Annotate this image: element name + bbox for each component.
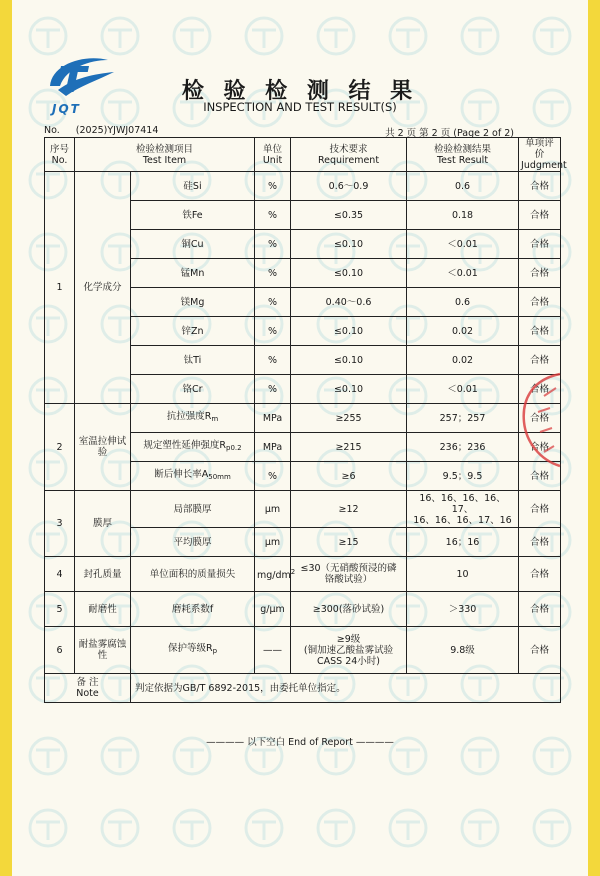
group-no: 3 (45, 491, 75, 557)
col-seq: 序号 No. (45, 138, 75, 172)
result-cell: 0.18 (407, 201, 519, 230)
group-name: 室温拉伸试验 (75, 404, 131, 491)
group-no: 5 (45, 592, 75, 627)
req-cell: ≥300(落砂试验) (291, 592, 407, 627)
unit-cell: μm (255, 528, 291, 557)
result-cell: 0.6 (407, 172, 519, 201)
req-cell: ≤30（无硝酸预浸的磷 铬酸试验） (291, 557, 407, 592)
result-cell: 9.8级 (407, 627, 519, 674)
note-label: 备 注 Note (45, 674, 131, 703)
result-cell: 10 (407, 557, 519, 592)
end-of-report: ———— 以下空白 End of Report ———— (206, 737, 394, 748)
result-cell: 16、16、16、16、17、 16、16、16、17、16 (407, 491, 519, 528)
req-cell: ≤0.10 (291, 317, 407, 346)
unit-cell: % (255, 201, 291, 230)
req-cell: ≤0.10 (291, 230, 407, 259)
col-unit: 单位 Unit (255, 138, 291, 172)
result-cell: 16；16 (407, 528, 519, 557)
unit-cell: MPa (255, 404, 291, 433)
judge-cell: 合格 (519, 288, 561, 317)
col-requirement: 技术要求 Requirement (291, 138, 407, 172)
group-name: 膜厚 (75, 491, 131, 557)
judge-cell: 合格 (519, 375, 561, 404)
red-seal-stamp-icon (516, 372, 564, 468)
item-cell: 平均膜厚 (131, 528, 255, 557)
group-name: 化学成分 (75, 172, 131, 404)
req-cell: ≥12 (291, 491, 407, 528)
req-cell: ≤0.10 (291, 259, 407, 288)
req-cell: ≥15 (291, 528, 407, 557)
result-cell: 257；257 (407, 404, 519, 433)
table-row (45, 557, 561, 592)
judge-cell: 合格 (519, 230, 561, 259)
unit-cell: % (255, 172, 291, 201)
report-no-value: (2025)YJWJ07414 (75, 125, 159, 136)
item-cell: 镁Mg (131, 288, 255, 317)
item-cell: 铁Fe (131, 201, 255, 230)
note-row (45, 674, 561, 703)
unit-cell: % (255, 288, 291, 317)
report-number (44, 125, 158, 136)
unit-cell: % (255, 346, 291, 375)
unit-cell: MPa (255, 433, 291, 462)
result-cell: 0.02 (407, 346, 519, 375)
table-header-row (45, 138, 561, 172)
judge-cell: 合格 (519, 528, 561, 557)
item-cell: 锰Mn (131, 259, 255, 288)
judge-cell: 合格 (519, 259, 561, 288)
item-cell: 断后伸长率$A_{50mm}$ (131, 462, 255, 491)
item-cell: 单位面积的质量损失 (131, 557, 255, 592)
unit-cell: g/μm (255, 592, 291, 627)
result-cell: 9.5；9.5 (407, 462, 519, 491)
judge-cell: 合格 (519, 627, 561, 674)
result-cell: ＞330 (407, 592, 519, 627)
unit-cell: % (255, 317, 291, 346)
group-name: 耐磨性 (75, 592, 131, 627)
col-result: 检验检测结果 Test Result (407, 138, 519, 172)
report-no-label: No. (44, 125, 60, 136)
result-cell: 236；236 (407, 433, 519, 462)
item-cell: 硅Si (131, 172, 255, 201)
unit-cell: % (255, 375, 291, 404)
item-cell: 抗拉强度$R_m$ (131, 404, 255, 433)
table-row (45, 172, 561, 201)
title-en: INSPECTION AND TEST RESULT(S) (203, 100, 397, 114)
judge-cell: 合格 (519, 592, 561, 627)
item-cell: 保护等级$R_p$ (131, 627, 255, 674)
col-judgment: 单项评价 Judgment (519, 138, 561, 172)
item-cell: 铜Cu (131, 230, 255, 259)
item-cell: 钛Ti (131, 346, 255, 375)
result-cell: ＜0.01 (407, 259, 519, 288)
unit-cell: % (255, 259, 291, 288)
table-row (45, 404, 561, 433)
item-cell: 规定塑性延伸强度$R_{p0.2}$ (131, 433, 255, 462)
req-cell: 0.6～0.9 (291, 172, 407, 201)
col-item: 检验检测项目 Test Item (75, 138, 255, 172)
unit-cell: μm (255, 491, 291, 528)
title-cn: 检 验 检 测 结 果 (181, 78, 419, 104)
item-cell: 铬Cr (131, 375, 255, 404)
unit-cell: —— (255, 627, 291, 674)
unit-cell: $mg/dm^2$ (255, 557, 291, 592)
unit-cell: % (255, 462, 291, 491)
group-no: 4 (45, 557, 75, 592)
judge-cell: 合格 (519, 433, 561, 462)
logo-text: JQT (52, 102, 81, 116)
group-no: 1 (45, 172, 75, 404)
judge-cell: 合格 (519, 491, 561, 528)
note-text: 判定依据为GB/T 6892-2015，由委托单位指定。 (131, 674, 561, 703)
table-row (45, 491, 561, 528)
judge-cell: 合格 (519, 462, 561, 491)
judge-cell: 合格 (519, 557, 561, 592)
result-cell: 0.02 (407, 317, 519, 346)
req-cell: ≥6 (291, 462, 407, 491)
item-cell: 磨耗系数f (131, 592, 255, 627)
req-cell: ≤0.35 (291, 201, 407, 230)
judge-cell: 合格 (519, 201, 561, 230)
table-row (45, 627, 561, 674)
result-cell: 0.6 (407, 288, 519, 317)
result-cell: ＜0.01 (407, 230, 519, 259)
req-cell: 0.40～0.6 (291, 288, 407, 317)
page-info: 共 2 页 第 2 页 (Page 2 of 2) (385, 128, 514, 139)
group-name: 耐盐雾腐蚀性 (75, 627, 131, 674)
req-cell: ≤0.10 (291, 375, 407, 404)
table-row (45, 592, 561, 627)
item-cell: 局部膜厚 (131, 491, 255, 528)
req-cell: ≥9级 (铜加速乙酸盐雾试验 CASS 24小时) (291, 627, 407, 674)
req-cell: ≥255 (291, 404, 407, 433)
group-no: 2 (45, 404, 75, 491)
judge-cell: 合格 (519, 317, 561, 346)
judge-cell: 合格 (519, 346, 561, 375)
result-table (44, 137, 567, 703)
judge-cell: 合格 (519, 172, 561, 201)
req-cell: ≥215 (291, 433, 407, 462)
result-cell: ＜0.01 (407, 375, 519, 404)
judge-cell: 合格 (519, 404, 561, 433)
req-cell: ≤0.10 (291, 346, 407, 375)
item-cell: 锌Zn (131, 317, 255, 346)
unit-cell: % (255, 230, 291, 259)
group-name: 封孔质量 (75, 557, 131, 592)
group-no: 6 (45, 627, 75, 674)
